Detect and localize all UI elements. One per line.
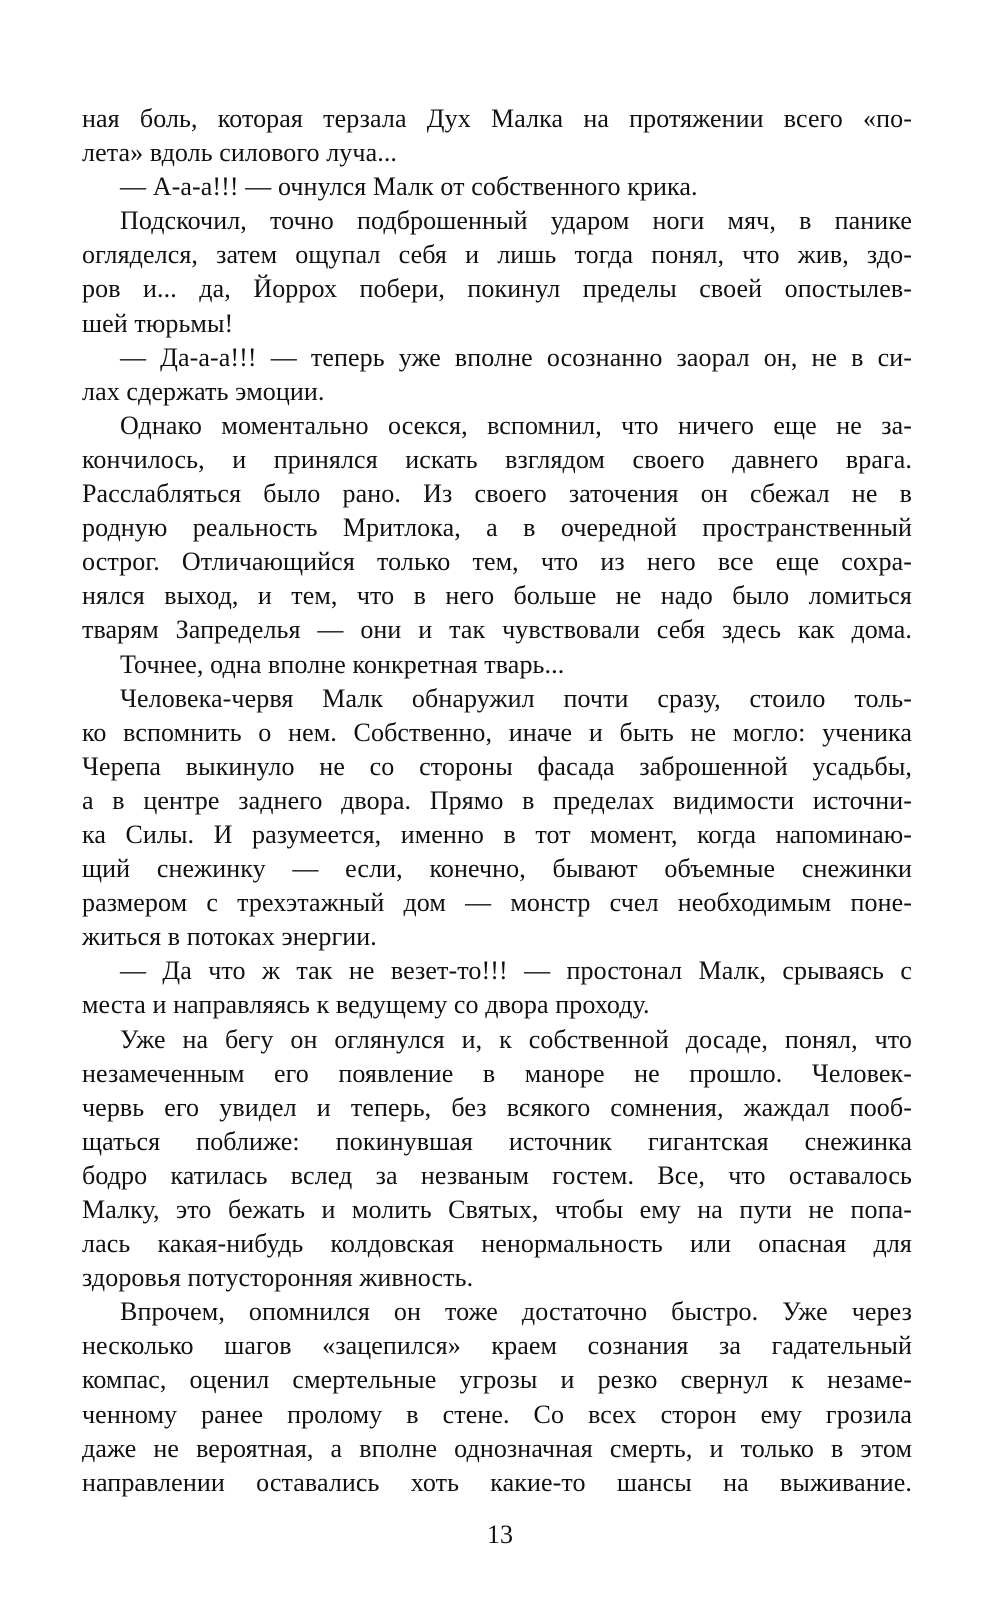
text-line: щий снежинку — если, конечно, бывают объемные снежинки [82, 854, 912, 884]
text-line: ко вспомнить о нем. Собственно, иначе и быть не могло: ученика [82, 717, 912, 747]
text-line: ров и... да, Йоррох побери, покинул пределы своей опостылев- [82, 274, 912, 304]
text-line: несколько шагов «зацепился» краем сознания за гадательный [82, 1331, 912, 1361]
text-line: тварям Запределья — они и так чувствовали себя здесь как дома. [82, 615, 912, 645]
text-line: компас, оценил смертельные угрозы и резко свернул к незаме- [82, 1365, 912, 1395]
text-line: Черепа выкинуло не со стороны фасада заброшенной усадьбы, [82, 751, 912, 781]
text-line: лах сдержать эмоции. [82, 376, 325, 406]
text-line: нялся выход, и тем, что в него больше не надо было ломиться [82, 581, 912, 611]
text-line: а в центре заднего двора. Прямо в пределах видимости источни- [82, 785, 912, 815]
text-line: Подскочил, точно подброшенный ударом ноги мяч, в панике [120, 206, 912, 236]
text-line: направлении оставались хоть какие-то шансы на выживание. [82, 1467, 912, 1497]
text-line: бодро катилась вслед за незваным гостем. Все, что оставалось [82, 1160, 912, 1190]
text-line: ченному ранее пролому в стене. Со всех сторон ему грозила [82, 1399, 912, 1429]
text-line: Однако моментально осекся, вспомнил, что ничего еще не за- [120, 410, 912, 440]
text-line: Впрочем, опомнился он тоже достаточно быстро. Уже через [120, 1297, 912, 1327]
text-line: даже не вероятная, а вполне однозначная смерть, и только в этом [82, 1433, 912, 1463]
text-line: места и направляясь к ведущему со двора проходу. [82, 990, 650, 1020]
text-line: — А-а-а!!! — очнулся Малк от собственного крика. [120, 172, 698, 202]
text-line: — Да-а-а!!! — теперь уже вполне осознанно заорал он, не в си- [120, 342, 912, 372]
text-line: родную реальность Мритлока, а в очередной пространственный [82, 513, 912, 543]
text-line: — Да что ж так не везет-то!!! — простонал Малк, срываясь с [120, 956, 912, 986]
text-line: лась какая-нибудь колдовская ненормальность или опасная для [82, 1229, 912, 1259]
text-line: шей тюрьмы! [82, 308, 234, 338]
text-line: ка Силы. И разумеется, именно в тот момент, когда напоминаю- [82, 819, 912, 849]
text-line: червь его увидел и теперь, без всякого сомнения, жаждал пооб- [82, 1092, 912, 1122]
text-line: Расслабляться было рано. Из своего заточения он сбежал не в [82, 479, 912, 509]
text-line: здоровья потусторонняя живность. [82, 1263, 474, 1293]
text-line: Точнее, одна вполне конкретная тварь... [120, 649, 565, 679]
body-text [82, 102, 912, 1500]
text-line: незамеченным его появление в маноре не прошло. Человек- [82, 1058, 912, 1088]
text-line: размером с трехэтажный дом — монстр счел необходимым поне- [82, 888, 912, 918]
text-line: Уже на бегу он оглянулся и, к собственной досаде, понял, что [120, 1024, 912, 1054]
text-line: огляделся, затем ощупал себя и лишь тогда понял, что жив, здо- [82, 240, 912, 270]
text-line: щаться поближе: покинувшая источник гигантская снежинка [82, 1126, 912, 1156]
text-line: ная боль, которая терзала Дух Малка на протяжении всего «по- [82, 104, 912, 133]
text-line: лета» вдоль силового луча... [82, 138, 398, 168]
text-line: житься в потоках энергии. [82, 922, 377, 952]
text-line: Малку, это бежать и молить Святых, чтобы ему на пути не попа- [82, 1195, 912, 1224]
text-line: Человека-червя Малк обнаружил почти сразу, стоило толь- [120, 683, 912, 713]
text-line: острог. Отличающийся только тем, что из него все еще сохра- [82, 547, 912, 577]
text-line: кончилось, и принялся искать взглядом своего давнего врага. [82, 444, 912, 474]
page-number: 13 [487, 1520, 513, 1549]
